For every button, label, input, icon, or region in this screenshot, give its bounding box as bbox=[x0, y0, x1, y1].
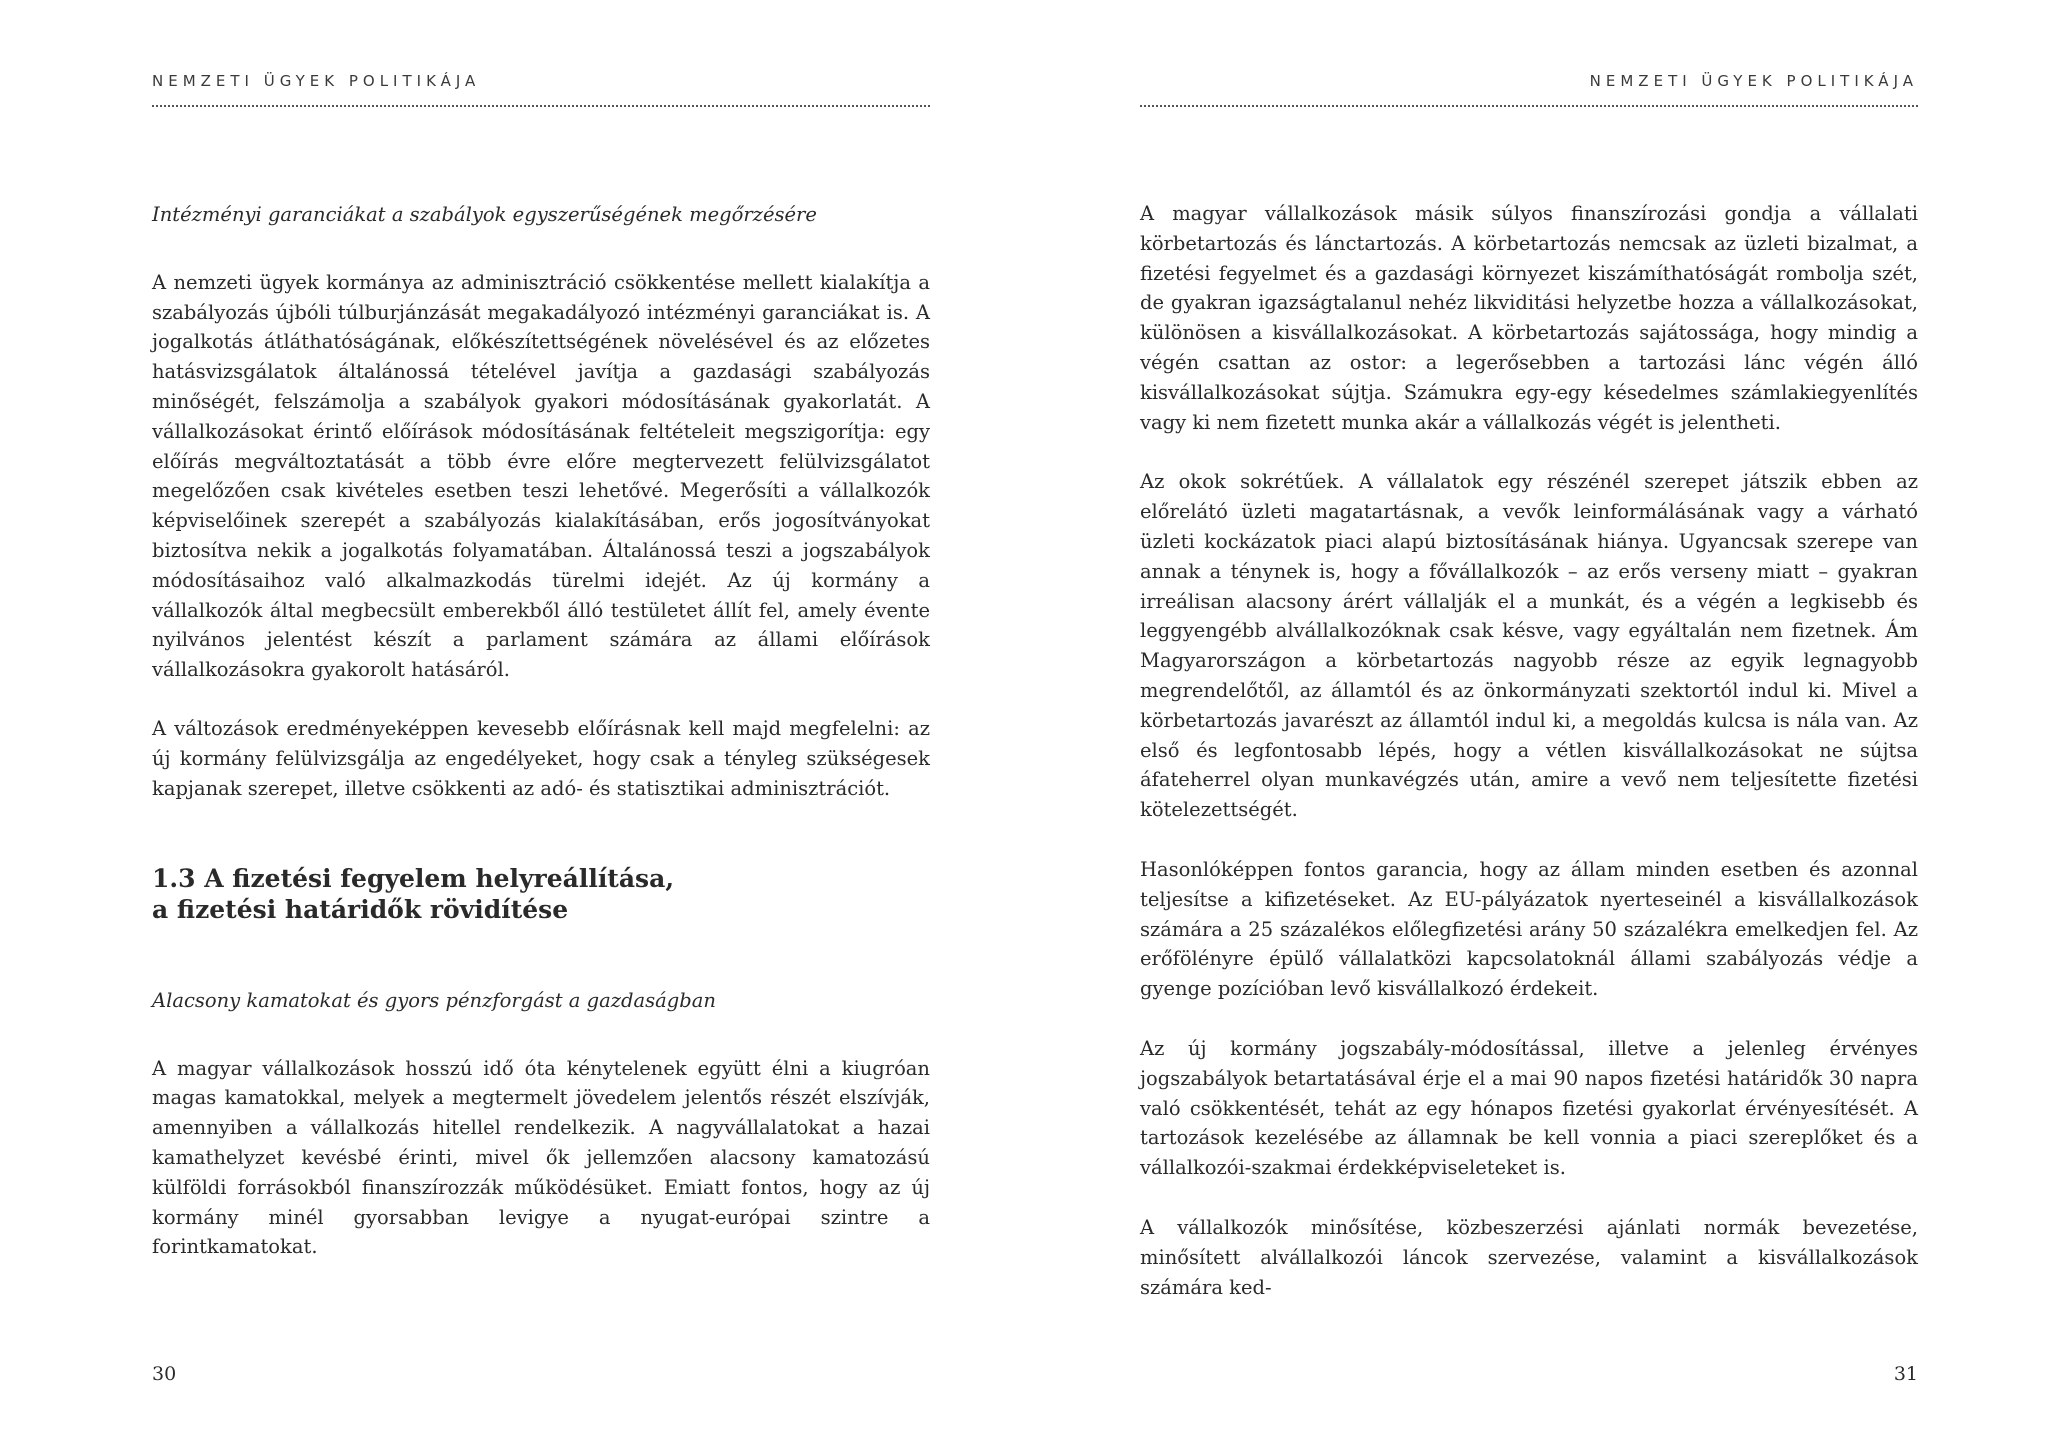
paragraph: A változások eredményeképpen kevesebb előírásnak kell majd megfelelni: az új kormány felülvizsgálja az engedélyeket, hogy csak a tényleg szükségesek kapjanak szerepet, illetve csökkenti az adó- és statisztikai adminisztrációt. bbox=[152, 717, 930, 801]
section-heading-line: a fizetési határidők rövidítése bbox=[152, 894, 569, 924]
page-number: 31 bbox=[1893, 1363, 1918, 1385]
section-heading bbox=[152, 863, 930, 925]
header-divider bbox=[152, 105, 930, 107]
paragraph: A nemzeti ügyek kormánya az adminisztráció csökkentése mellett kialakítja a szabályozás újbóli túlburjánzását megakadályozó intézményi garanciákat is. A jogalkotás átláthatóságának, előkészítettségének növelésével és az előzetes hatásvizsgálatok általánossá tételével javítja a gazdasági szabályozás minőségét, felszámolja a szabályok gyakori módosításának gyakorlatát. A vállalkozásokat érintő előírások módosításának feltételeit megszigorítja: egy előírás megváltoztatását a több évre előre megtervezett felülvizsgálatot megelőzően csak kivételes esetben teszi lehetővé. Megerősíti a vállalkozók képviselőinek szerepét a szabályozás kialakításában, erős jogosítványokat biztosítva nekik a jogalkotás folyamatában. Általánossá teszi a jogszabályok módosításaihoz való alkalmazkodás türelmi idejét. Az új kormány a vállalkozók által megbecsült emberekből álló testületet állít fel, amely évente nyilvános jelentést készít a parlament számára az állami előírások vállalkozásokra gyakorolt hatásáról. bbox=[152, 270, 930, 682]
paragraph: A vállalkozók minősítése, közbeszerzési ajánlati normák bevezetése, minősített alvállalkozói láncok szervezése, valamint a kisvállalkozások számára ked- bbox=[1140, 1215, 1918, 1299]
subtitle: Intézményi garanciákat a szabályok egyszerűségének megőrzésére bbox=[152, 203, 817, 226]
left-page bbox=[152, 0, 930, 1454]
paragraph: Az okok sokrétűek. A vállalatok egy részénél szerepet játszik ebben az előrelátó üzleti magatartásnak, a vevők leinformálásának vagy a várható üzleti kockázatok piaci alapú biztosításának hiánya. Ugyancsak szerepe van annak a ténynek is, hogy a fővállalkozók – az erős verseny miatt – gyakran irreálisan alacsony árért vállalják el a munkát, és a végén a legkisebb és leggyengébb alvállalkozóknak csak késve, vagy egyáltalán nem fizetnek. Ám Magyarországon a körbetartozás nagyobb része az egyik legnagyobb megrendelőtől, az államtól és az önkormányzati szektortól indul ki. Mivel a körbetartozás javarészt az államtól indul ki, a megoldás kulcsa is nála van. Az első és legfontosabb lépés, hogy a vétlen kisvállalkozásokat ne sújtsa áfateherrel olyan munkavégzés után, amire a vevő nem teljesítette fizetési kötelezettségét. bbox=[1140, 470, 1918, 822]
left-body bbox=[152, 200, 930, 1292]
page-number: 30 bbox=[152, 1363, 177, 1385]
section-heading-line: 1.3 A fizetési fegyelem helyreállítása, bbox=[152, 863, 675, 893]
right-body bbox=[1140, 199, 1918, 1332]
header-divider bbox=[1140, 105, 1918, 107]
paragraph: A magyar vállalkozások hosszú idő óta kénytelenek együtt élni a kiugróan magas kamatokkal, melyek a megtermelt jövedelem jelentős részét elszívják, amennyiben a vállalkozás hitellel rendelkezik. A nagyvállalatokat a hazai kamathelyzet kevésbé érinti, mivel ők jellemzően alacsony kamatozású külföldi forrásokból finanszírozzák működésüket. Emiatt fontos, hogy az új kormány minél gyorsabban levigye a nyugat-európai szintre a forintkamatokat. bbox=[152, 1056, 930, 1259]
paragraph: Hasonlóképpen fontos garancia, hogy az állam minden esetben és azonnal teljesítse a kifizetéseket. Az EU-pályázatok nyerteseinél a kisvállalkozások számára a 25 százalékos előlegfizetési arány 50 százalékra emelkedjen fel. Az erőfölényre épülő vállalatközi kapcsolatoknál állami szabályozás védje a gyenge pozícióban levő kisvállalkozó érdekeit. bbox=[1140, 857, 1918, 1001]
running-header: NEMZETI ÜGYEK POLITIKÁJA bbox=[152, 72, 481, 90]
subtitle: Alacsony kamatokat és gyors pénzforgást a gazdaságban bbox=[152, 988, 716, 1012]
running-header: NEMZETI ÜGYEK POLITIKÁJA bbox=[1589, 72, 1918, 90]
paragraph: Az új kormány jogszabály-módosítással, illetve a jelenleg érvényes jogszabályok betartatásával érje el a mai 90 napos fizetési határidők 30 napra való csökkentését, tehát az egy hónapos fizetési gyakorlat érvényesítését. A tartozások kezelésébe az államnak be kell vonnia a piaci szereplőket és a vállalkozói-szakmai érdekképviseleteket is. bbox=[1140, 1036, 1918, 1180]
paragraph: A magyar vállalkozások másik súlyos finanszírozási gondja a vállalati körbetartozás és lánctartozás. A körbetartozás nemcsak az üzleti bizalmat, a fizetési fegyelmet és a gazdasági környezet kiszámíthatóságát rombolja szét, de gyakran igazságtalanul nehéz likviditási helyzetbe hozza a vállalkozásokat, különösen a kisvállalkozásokat. A körbetartozás sajátossága, hogy mindig a végén csattan az ostor: a legerősebben a tartozási lánc végén álló kisvállalkozásokat sújtja. Számukra egy-egy késedelmes számlakiegyenlítés vagy ki nem fizetett munka akár a vállalkozás végét is jelentheti. bbox=[1140, 202, 1918, 434]
right-page bbox=[1140, 0, 1918, 1454]
